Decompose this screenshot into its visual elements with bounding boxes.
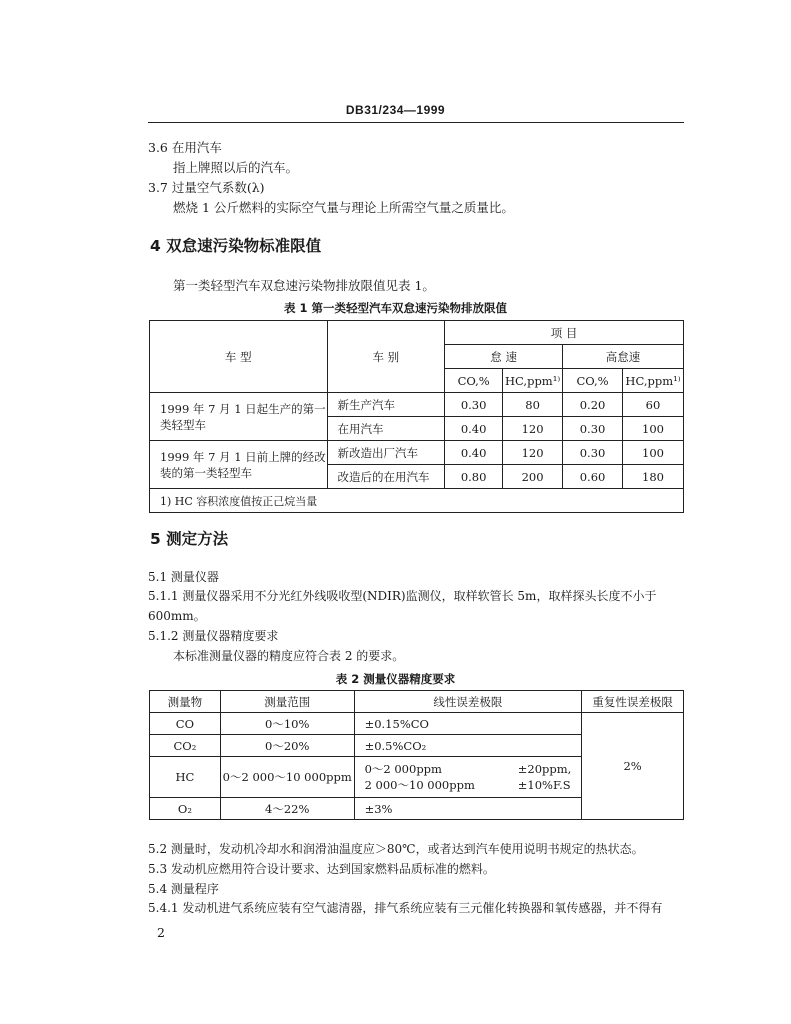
section-5-1-2-body: 本标准测量仪器的精度应符合表 2 的要求。 <box>173 649 405 663</box>
table-2-linearity-limit-high: ±10%F.S <box>517 778 571 792</box>
table-1-cell: 80 <box>503 393 563 417</box>
table-1-cell: 60 <box>622 393 683 417</box>
table-1-group-1-type: 1999 年 7 月 1 日起生产的第一类轻型车 <box>150 393 328 441</box>
section-3-6-title: 3.6 在用汽车 <box>148 140 222 155</box>
table-1-cell: 100 <box>622 441 683 465</box>
table-1-footnote: 1) HC 容积浓度值按正己烷当量 <box>150 489 684 513</box>
table-1-row-category: 新生产汽车 <box>327 393 445 417</box>
table-1 <box>149 320 684 513</box>
table-1-cell: 0.40 <box>445 417 503 441</box>
table-1-row-category: 在用汽车 <box>327 417 445 441</box>
section-5-heading: 5 测定方法 <box>150 530 229 548</box>
table-1-cell: 0.40 <box>445 441 503 465</box>
table-1-head-items: 项 目 <box>445 321 684 345</box>
table-2-gas: O₂ <box>150 798 221 820</box>
table-2-range: 4～22% <box>220 798 354 820</box>
document-header-code: DB31/234—1999 <box>345 103 446 117</box>
table-2-head-range: 测量范围 <box>220 691 354 713</box>
table-1-head-high-idle: 高怠速 <box>563 345 684 369</box>
section-5-3: 5.3 发动机应燃用符合设计要求、达到国家燃料品质标准的燃料。 <box>148 862 495 876</box>
table-2-range: 0～2 000～10 000ppm <box>220 757 354 798</box>
table-1-head-category: 车 别 <box>327 321 445 393</box>
table-1-cell: 0.60 <box>563 465 623 489</box>
table-1-cell: 0.30 <box>563 441 623 465</box>
table-1-cell: 0.20 <box>563 393 623 417</box>
section-4-intro: 第一类轻型汽车双怠速污染物排放限值见表 1。 <box>173 278 435 293</box>
table-1-row-category: 新改造出厂汽车 <box>327 441 445 465</box>
table-1-group-2-type: 1999 年 7 月 1 日前上牌的经改装的第一类轻型车 <box>150 441 328 489</box>
table-2-gas: CO₂ <box>150 735 221 757</box>
table-1-head-co-idle: CO,% <box>445 369 503 393</box>
table-2-head-repeatability: 重复性误差极限 <box>582 691 684 713</box>
section-3-7-title: 3.7 过量空气系数(λ) <box>148 180 265 195</box>
header-rule <box>148 122 684 123</box>
table-1-row-category: 改造后的在用汽车 <box>327 465 445 489</box>
table-2-head-gas: 测量物 <box>150 691 221 713</box>
section-5-4: 5.4 测量程序 <box>148 882 219 896</box>
section-5-1-1-line-1: 5.1.1 测量仪器采用不分光红外线吸收型(NDIR)监测仪，取样软管长 5m，取样探头长度不小于 <box>148 589 657 603</box>
section-3-6-body: 指上牌照以后的汽车。 <box>173 160 299 175</box>
table-2-gas: HC <box>150 757 221 798</box>
table-2-range: 0～20% <box>220 735 354 757</box>
table-1-cell: 120 <box>503 417 563 441</box>
section-5-1-1-line-2: 600mm。 <box>148 609 206 623</box>
section-5-1-2: 5.1.2 测量仪器精度要求 <box>148 629 279 643</box>
section-5-4-1: 5.4.1 发动机进气系统应装有空气滤清器，排气系统应装有三元催化转换器和氧传感器，并不得有 <box>148 901 663 915</box>
table-1-head-co-high: CO,% <box>563 369 623 393</box>
table-2-linearity: ±0.5%CO₂ <box>354 735 582 757</box>
table-2-linearity: ±3% <box>354 798 582 820</box>
table-2-range: 0～10% <box>220 713 354 735</box>
table-2-head-linearity: 线性误差极限 <box>354 691 582 713</box>
table-1-cell: 100 <box>622 417 683 441</box>
section-5-2: 5.2 测量时，发动机冷却水和润滑油温度应＞80℃，或者达到汽车使用说明书规定的热状态。 <box>148 842 644 856</box>
table-1-head-idle: 怠 速 <box>445 345 563 369</box>
table-2-caption: 表 2 测量仪器精度要求 <box>335 672 456 686</box>
section-3-7-body: 燃烧 1 公斤燃料的实际空气量与理论上所需空气量之质量比。 <box>173 200 514 215</box>
table-1-head-hc-high: HC,ppm¹⁾ <box>622 369 683 393</box>
table-1-cell: 0.80 <box>445 465 503 489</box>
table-1-cell: 180 <box>622 465 683 489</box>
table-2-linearity-limit <box>518 757 582 798</box>
page-number: 2 <box>157 925 165 940</box>
table-1-head-vehicle-type: 车 型 <box>150 321 328 393</box>
table-1-head-hc-idle: HC,ppm¹⁾ <box>503 369 563 393</box>
table-2-linearity-range <box>354 757 518 798</box>
table-1-cell: 0.30 <box>445 393 503 417</box>
table-1-cell: 0.30 <box>563 417 623 441</box>
table-1-caption: 表 1 第一类轻型汽车双怠速污染物排放限值 <box>283 301 507 315</box>
table-2-linearity-range-low: 0～2 000ppm <box>364 762 442 776</box>
section-4-heading: 4 双怠速污染物标准限值 <box>150 237 322 255</box>
table-2-gas: CO <box>150 713 221 735</box>
table-1-cell: 200 <box>503 465 563 489</box>
table-2-repeatability-value: 2% <box>582 713 684 820</box>
table-2-linearity: ±0.15%CO <box>354 713 582 735</box>
table-2-linearity-range-high: 2 000～10 000ppm <box>364 778 475 792</box>
table-2-linearity-limit-low: ±20ppm, <box>517 762 572 776</box>
table-1-cell: 120 <box>503 441 563 465</box>
section-5-1: 5.1 测量仪器 <box>148 570 219 584</box>
table-2 <box>149 690 684 820</box>
